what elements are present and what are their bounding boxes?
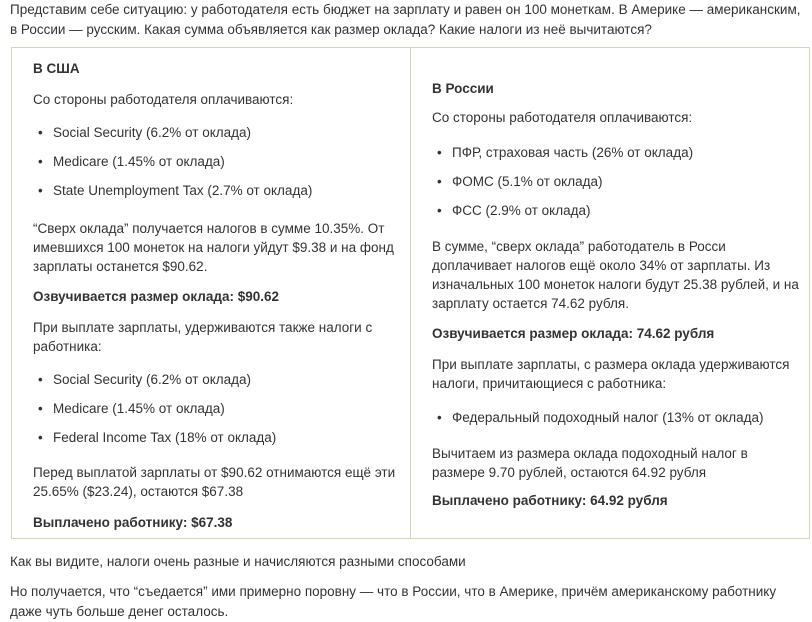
- russia-employer-label: Со стороны работодателя оплачиваются:: [432, 110, 693, 125]
- usa-column: [12, 48, 411, 538]
- russia-heading-text: В России: [432, 81, 494, 96]
- russia-announced-salary: Озвучивается размер оклада: 74.62 рубля: [432, 326, 715, 341]
- list-item: • ФСС (2.9% от оклада): [432, 201, 801, 230]
- usa-employer-label: Со стороны работодателя оплачиваются:: [33, 92, 294, 107]
- russia-paid: Выплачено работнику: 64.92 рубля: [432, 493, 668, 508]
- russia-deduction: Вычитаем из размера оклада подоходный налог в размере 9.70 рублей, остаются 64.92 рубля: [432, 446, 748, 480]
- list-item: • State Unemployment Tax (2.7% от оклада): [33, 181, 402, 210]
- list-item: • ФОМС (5.1% от оклада): [432, 172, 801, 201]
- usa-heading: [33, 59, 402, 79]
- list-item: • Medicare (1.45% от оклада): [33, 152, 402, 181]
- russia-employer-list: [432, 143, 801, 230]
- usa-employer-list: [33, 123, 402, 210]
- intro-paragraph: Представим себе ситуацию: у работодателя есть бюджет на зарплату и равен он 100 монеткам. В Америке — американским, в России — русским. Какая сумма объявляется как размер оклада? Какие налоги из неё вычитаются?: [10, 2, 801, 37]
- usa-deduction: Перед выплатой зарплаты от $90.62 отнимаются ещё эти 25.65% ($23.24), остаются $67.38: [33, 465, 396, 499]
- list-item: • Федеральный подоходный налог (13% от оклада): [432, 408, 801, 437]
- usa-heading-text: В США: [33, 61, 80, 76]
- list-item: • Federal Income Tax (18% от оклада): [33, 428, 402, 457]
- comparison-table: [11, 47, 810, 539]
- russia-summary: В сумме, “сверх оклада” работодатель в Росси доплачивает налогов ещё около 34% от зарплаты. Из изначальных 100 монеток налоги будут 25.38 рублей, и на зарплату остается 74.62 рубля.: [432, 239, 799, 311]
- usa-employee-label: При выплате зарплаты, удерживаются также налоги с работника:: [33, 320, 373, 354]
- russia-employee-list: [432, 408, 801, 437]
- list-item: • Social Security (6.2% от оклада): [33, 370, 402, 399]
- russia-column: [411, 48, 809, 538]
- usa-paid: Выплачено работнику: $67.38: [33, 515, 233, 530]
- usa-summary: “Сверх оклада” получается налогов в сумме 10.35%. От имевшихся 100 монеток на налоги уйдут $9.38 и на фонд зарплаты останется $90.62.: [33, 221, 394, 274]
- usa-employee-list: [33, 370, 402, 457]
- list-item: • Social Security (6.2% от оклада): [33, 123, 402, 152]
- list-item: • ПФР, страховая часть (26% от оклада): [432, 143, 801, 172]
- russia-employee-label: При выплате зарплаты, с размера оклада удерживаются налоги, причитающиеся с работника:: [432, 357, 790, 391]
- outro-paragraph-2: Но получается, что “съедается” ими примерно поровну — что в России, что в Америке, причём американскому работнику даже чуть больше денег осталось.: [10, 584, 777, 619]
- usa-announced-salary: Озвучивается размер оклада: $90.62: [33, 289, 279, 304]
- outro-paragraph-1: Как вы видите, налоги очень разные и начисляются разными способами: [10, 554, 466, 569]
- list-item: • Medicare (1.45% от оклада): [33, 399, 402, 428]
